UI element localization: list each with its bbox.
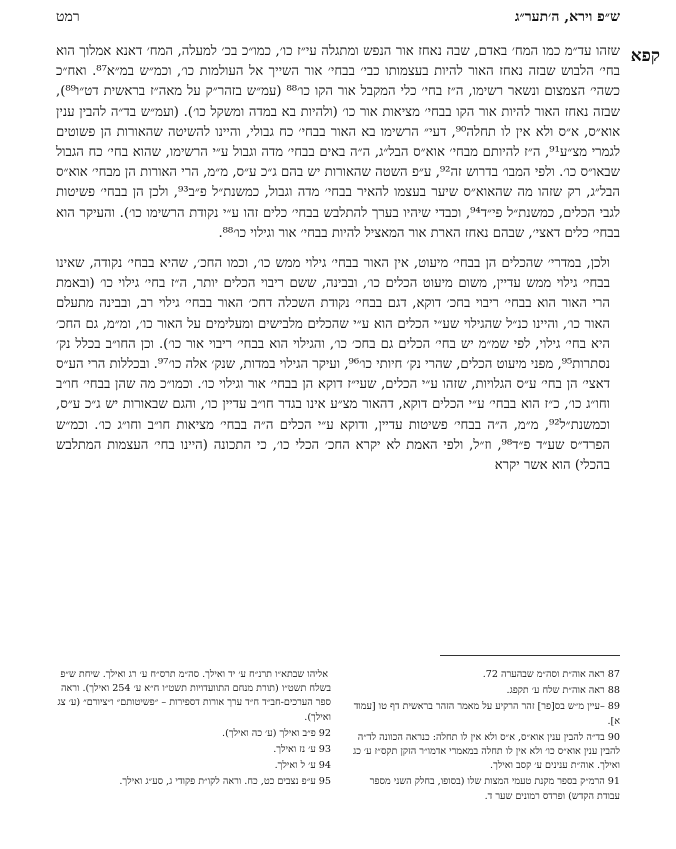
footnote-text: הרמ״ק בספר מקנת טעמי המצות שלו (בסופו, בחלק השני מספר עבודת הקדש) ופרדס רמונים שער ד. — [369, 776, 620, 802]
page-number: רמט — [56, 8, 80, 25]
footnote — [345, 700, 620, 728]
footnote-number: 95 — [318, 776, 331, 788]
footnote-number: 91 — [607, 776, 620, 788]
footnote — [56, 759, 331, 773]
footnote-number: 90 — [607, 731, 620, 743]
footnote-text: אליהו שבתא״ו תרנ״ח ע׳ יד ואילך. סה״מ תרס״ח ע׳ רג ואילך. שיחת ש״פ בשלח תשט״ו (תורת מנחם התוועדויות תשט״ו ח״א ע׳ 254 ואילך). וראה ספר הערכים-חב״ד ח״ד ערך אורות דספירות – ״פשיטותם״ ו״ציורם״ (ע׳ צג ואילך). — [57, 669, 331, 723]
header-title: ש״פ וירא, ה׳תער״ג — [514, 8, 620, 25]
footnote — [345, 775, 620, 803]
paragraph-1: שזהו עד״מ כמו המח׳ באדם, שבה נאחז אור הנפש ומתגלה עי״ז כו׳, כמו״כ בכ׳ למעלה, המח׳ דאנא אמלוך הוא בחי׳ הלבוש שבזה נאחז האור להיות בעצמותו כבי׳ בבחי׳ אור השייך אל העולמות כו׳, וכמ״ש במ״א⁸⁷. ואח״כ כשהי׳ הצמצום ונשאר רשימו, ה״ז בחי׳ כלי המקבל אור הקו כו׳⁸⁸ (עמ״ש בזהר״ק על מאה״ז בראשית דט״ו⁸⁹), שבזה נאחז האור להיות אור הקו בבחי׳ מציאות אור כו׳ (ולהיות בא במדה ומשקל כו׳). (ועמ״ש בד״ה להבין ענין אוא״ס, א״ס ולא אין לו תחלה⁹⁰, דעי״ הרשימו בא האור בבחי׳ כח גבולי, והיינו להשיטה שהאורות הן פשוטים לגמרי מצ״ע⁹¹, ה״ז להיותם מבחי׳ אוא״ס הבל״ג, ה״ה באים בבחי׳ מדה וגבול ע״י הרשימו, שהוא בחי׳ כח הגבול שבאו״ס כו׳. ולפי המבו׳ בדרוש זה⁹², ע״פ השטה שהאורות יש בהם ג״כ ע״ס, מ״מ, הרי האורות הן מבחי׳ אוא״ס הבל״ג, רק שזהו מה שהאוא״ס שיער בעצמו להאיר בבחי׳ מדה וגבול, כמשנת״ל פ״ב⁹³, ולכן הן בבחי׳ פשיטות לגבי הכלים, כמשנת״ל פי״ד⁹⁴, וכבדי שיהיו בערך להתלבש בבחי׳ כלים זהו ע״י נקודת הרשימו כו׳). והעיקר הוא בבחי׳ כלים דאצי׳, שבהם נאחז הארת אור המאציל להיות בבחי׳ אור וגילוי כו׳⁸⁸. — [56, 44, 621, 241]
footnote — [56, 775, 331, 789]
footnote-number: 87 — [607, 669, 620, 680]
footnotes-left-column — [56, 668, 331, 844]
footnote-text: פ״ב ואילך (ע׳ כה ואילך). — [222, 727, 316, 739]
footnote — [345, 684, 620, 698]
footnotes-right-column — [345, 668, 620, 844]
footnote-text: ראה אוה״ת שלח ע׳ תקפג. — [506, 685, 605, 697]
footnote-number: 94 — [318, 760, 331, 772]
footnote-text: ע״פ נצבים כט, כח. וראה לקו״ת פקודי ג, סע״ג ואילך. — [119, 776, 316, 788]
footnote-divider — [440, 655, 620, 656]
footnote-number: 88 — [607, 685, 620, 697]
main-text — [56, 42, 620, 486]
footnote-number: 93 — [318, 744, 331, 756]
running-header — [56, 6, 620, 28]
footnote-text: –עיין מ״ש בס[פר] זהר הרקיע על מאמר הזהר בראשית דף טו [עמוד א]. — [353, 701, 620, 727]
footnote — [56, 743, 331, 757]
footnote — [56, 668, 331, 725]
footnote-text: בד״ה להבין ענין אוא״ס, א״ס ולא אין לו תחלה: כנראה הכוונה לד״ה להבין ענין אוא״ס כו׳ ולא אין לו תחלה במאמרי אדמו״ר הזקן תקס״ז ע׳ כג ואילך. אוה״ת ענינים ע׳ קסב ואילך. — [353, 731, 620, 772]
footnote-text: ע׳ ל ואילך. — [274, 760, 316, 772]
footnote-number: 92 — [318, 727, 331, 739]
footnote-number: 89 — [607, 701, 620, 713]
footnote — [56, 727, 331, 741]
footnote-text: ראה אוה״ת וסה״מ שבהערה 72. — [482, 669, 605, 680]
footnote-text: ע׳ נז ואילך. — [273, 744, 316, 756]
footnote — [345, 668, 620, 682]
paragraph-2: ולכן, במדרי׳ שהכלים הן בבחי׳ מיעוט, אין האור בבחי׳ גילוי ממש כו׳, וכמו החכ׳, שהיא בבחי׳ נקודה, שאינו בבחי׳ גילוי ממש עדיין, משום מיעוט הכלים כו׳, ובבינה, ששם ריבוי הכלים יותר, ה״ז בחי׳ גילוי כו׳ (ובאמת הרי האור הוא בבחי׳ ריבוי בחכ׳ דוקא, דגם בבחי׳ נקודת השכלה דחכ׳ האור בבחי׳ גילוי רב, ובבינה מתעלם האור כו׳, והיינו כנ״ל שהגילוי שע״י הכלים הוא ע״י שהכלים מלבישים ומעלימים על האור כו׳, ומ״מ, גם החכ׳ היא בחי׳ גילוי, לפי שמ״מ יש בחי׳ הכלים גם בחכ׳ כו׳, והגילוי הוא בבחי׳ ריבוי אור כו׳). וכן החו״ב בכלל נק׳ נסתרות⁹⁵, מפני מיעוט הכלים, שהרי נק׳ חיותי כו׳⁹⁶, ועיקר הגילוי במדות, שנק׳ אלה כו׳⁹⁷. ובכללות הרי הע״ס דאצי׳ הן בחי׳ ע״ס הגלויות, שזהו ע״י הכלים, שעי״ז דוקא הן בבחי׳ אור וגילוי כו׳. וכמו״כ מה שהן בבחי׳ חו״ב וחו״ג כו׳, כ״ז הוא בבחי׳ ע״י הכלים דוקא, דהאור מצ״ע אינו בגדר חו״ב עדיין כו׳, והגם שבאורות יש ג״כ ע״ס, וכמשנת״ל⁹², מ״מ, ה״ה בבחי׳ פשיטות עדיין, ודוקא ע״י הכלים ה״ה בבחי׳ מציאות חו״ב וחו״ג כו׳. וכמ״ש הפרד״ס שע״ד פ״ד⁹⁸, וז״ל, ולפי האמת לא יקרא החכ׳ הכלי כו׳, כי התכונה (היינו בחי׳ העצמות המתלבש בהכלי) הוא אשר יקרא — [56, 256, 610, 474]
footnote — [345, 731, 620, 774]
footnotes-area — [56, 668, 620, 844]
side-section-number: קפא — [630, 46, 660, 66]
